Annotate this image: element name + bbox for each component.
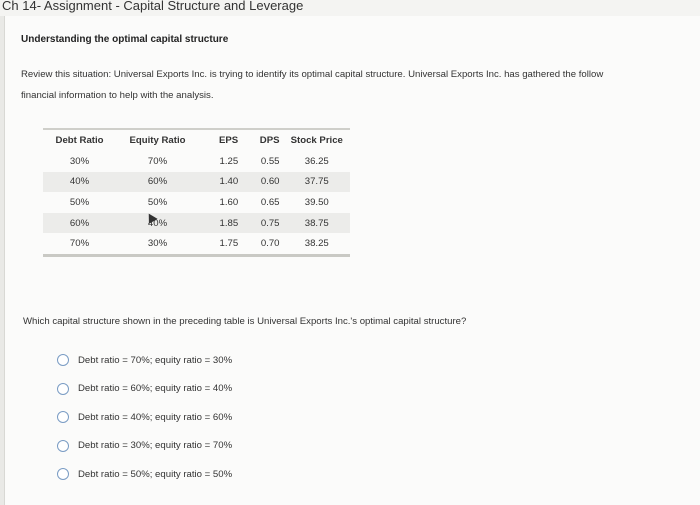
radio-button-icon[interactable] <box>57 411 69 423</box>
option-label: Debt ratio = 30%; equity ratio = 70% <box>78 440 233 452</box>
section-heading: Understanding the optimal capital structure <box>21 34 229 45</box>
header-eps: EPS <box>219 135 239 146</box>
cell-price: 36.25 <box>304 155 329 167</box>
answer-option-3[interactable] <box>57 403 232 432</box>
data-table <box>43 130 350 254</box>
review-line-2: financial information to help with the analysis. <box>21 90 214 101</box>
cell-eps: 1.25 <box>219 155 239 167</box>
option-label: Debt ratio = 50%; equity ratio = 50% <box>78 468 233 480</box>
option-label: Debt ratio = 40%; equity ratio = 60% <box>78 411 233 423</box>
header-stock-price: Stock Price <box>290 135 343 146</box>
header-equity-ratio: Equity Ratio <box>129 135 186 146</box>
cell-eps: 1.40 <box>199 172 242 193</box>
cell-dps: 0.75 <box>242 213 283 234</box>
cell-dps: 0.65 <box>260 196 280 208</box>
header-debt-ratio: Debt Ratio <box>55 135 104 146</box>
radio-button-icon[interactable] <box>57 468 69 480</box>
header-dps: DPS <box>259 135 280 146</box>
cell-equity: 40% <box>116 213 199 234</box>
cell-dps: 0.60 <box>242 172 283 193</box>
option-label: Debt ratio = 60%; equity ratio = 40% <box>78 383 233 395</box>
cell-equity: 70% <box>147 155 168 167</box>
table-bottom-rule <box>43 254 350 257</box>
answer-option-5[interactable] <box>57 460 232 489</box>
cell-equity: 30% <box>147 238 168 250</box>
option-label: Debt ratio = 70%; equity ratio = 30% <box>78 354 233 366</box>
capital-structure-table <box>43 128 350 257</box>
answer-option-1[interactable] <box>57 346 232 375</box>
question-text: Which capital structure shown in the preceding table is Universal Exports Inc.'s optimal capital structure? <box>23 316 467 327</box>
cell-eps: 1.75 <box>219 238 239 250</box>
cell-dps: 0.55 <box>260 155 280 167</box>
cell-debt: 30% <box>69 155 90 167</box>
cell-eps: 1.60 <box>219 196 239 208</box>
answer-option-4[interactable] <box>57 432 232 461</box>
review-text <box>21 64 700 106</box>
cell-price: 39.50 <box>304 196 329 208</box>
table-row <box>43 151 350 172</box>
cell-price: 38.75 <box>284 213 350 234</box>
cell-debt: 70% <box>69 238 90 250</box>
cell-equity: 60% <box>116 172 199 193</box>
table-row <box>43 172 350 193</box>
cell-price: 38.25 <box>304 238 329 250</box>
radio-button-icon[interactable] <box>57 354 69 366</box>
cell-debt: 60% <box>43 213 116 234</box>
radio-button-icon[interactable] <box>57 383 69 395</box>
radio-button-icon[interactable] <box>57 440 69 452</box>
cell-equity: 50% <box>147 196 168 208</box>
table-row <box>43 192 350 213</box>
table-header-row <box>43 130 350 151</box>
answer-options <box>57 346 232 489</box>
table-row <box>43 213 350 234</box>
cell-eps: 1.85 <box>199 213 242 234</box>
page-title: Ch 14- Assignment - Capital Structure and Leverage <box>0 0 700 16</box>
answer-option-2[interactable] <box>57 375 232 404</box>
assignment-panel <box>4 16 700 505</box>
table-row <box>43 233 350 254</box>
cell-price: 37.75 <box>284 172 350 193</box>
cell-dps: 0.70 <box>260 238 280 250</box>
cell-debt: 50% <box>69 196 90 208</box>
cell-debt: 40% <box>43 172 116 193</box>
review-line-1: Review this situation: Universal Exports Inc. is trying to identify its optimal capital structure. Universal Exports Inc. has gathered the follow <box>21 69 604 80</box>
